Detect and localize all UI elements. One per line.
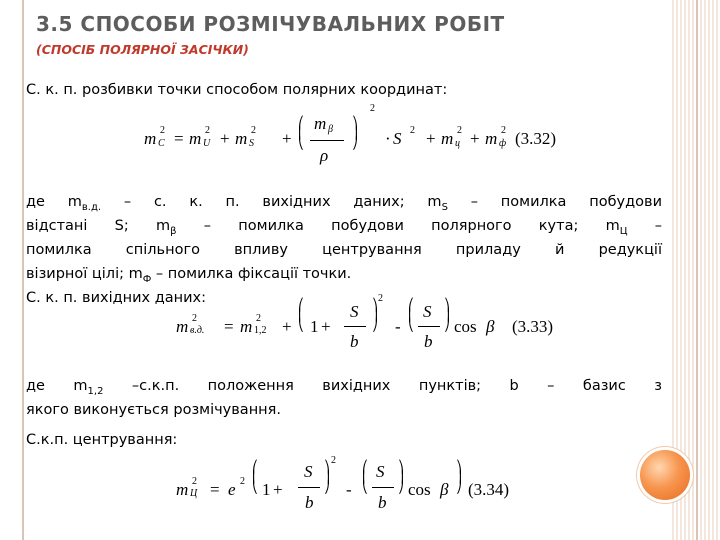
orange-circle-decoration-icon [640,450,690,500]
paragraph-definitions-line-3: помилка спільного впливу центрування приладу й редукції [26,242,662,258]
formula-3-32: m 2 C = m 2 U + m 2 S + m β ρ ⎛ ⎜ ⎝ ⎞ ⎟ ⎠ 2 · S 2 + m 2 ц + m 2 ф (3.32) [144,103,557,165]
slide-title: 3.5 СПОСОБИ РОЗМІЧУВАЛЬНИХ РОБІТ [36,12,505,36]
right-accent-line [696,0,698,540]
paragraph-base-line-1: де $m_{1,2}$ –с.к.п. положення вихідних пунктів; b – базис з [26,378,662,397]
intro-text: С. к. п. розбивки точки способом полярних координат: [26,82,448,98]
formula-3-33: m 2 в.д. = m 2 1,2 + ⎛ ⎜ ⎝ 1 + S b ⎞ ⎟ ⎠ 2 - ⎛ ⎜ ⎝ S b ⎞ ⎟ ⎠ cos β (3.33) [176,293,554,351]
left-accent-line [22,0,24,540]
intro2-text: С. к. п. вихідних даних: [26,290,206,306]
paragraph-definitions-line-1: де $m_{в.д.}$ – с. к. п. вихідних даних; $m_S$ – помилка побудови [26,194,662,213]
paragraph-definitions-line-2: відстані S; $m_\beta$ – помилка побудови полярного кута; $m_Ц$ – [26,218,663,237]
paragraph-base-line-2: якого виконується розмічування. [26,402,281,418]
slide-subtitle: (СПОСІБ ПОЛЯРНОЇ ЗАСІЧКИ) [36,42,249,57]
formula-3-34: m 2 Ц = e 2 ⎛ ⎜ ⎝ 1 + S b ⎞ ⎟ ⎠ 2 - ⎛ ⎜ ⎝ S b ⎞ ⎟ ⎠ cos β ⎞ ⎟ ⎠ (3.34) [176,455,510,512]
intro3-text: С.к.п. центрування: [26,432,178,448]
paragraph-definitions-line-4: візирної цілі; $m_Ф$ – помилка фіксації точки. [26,266,352,285]
